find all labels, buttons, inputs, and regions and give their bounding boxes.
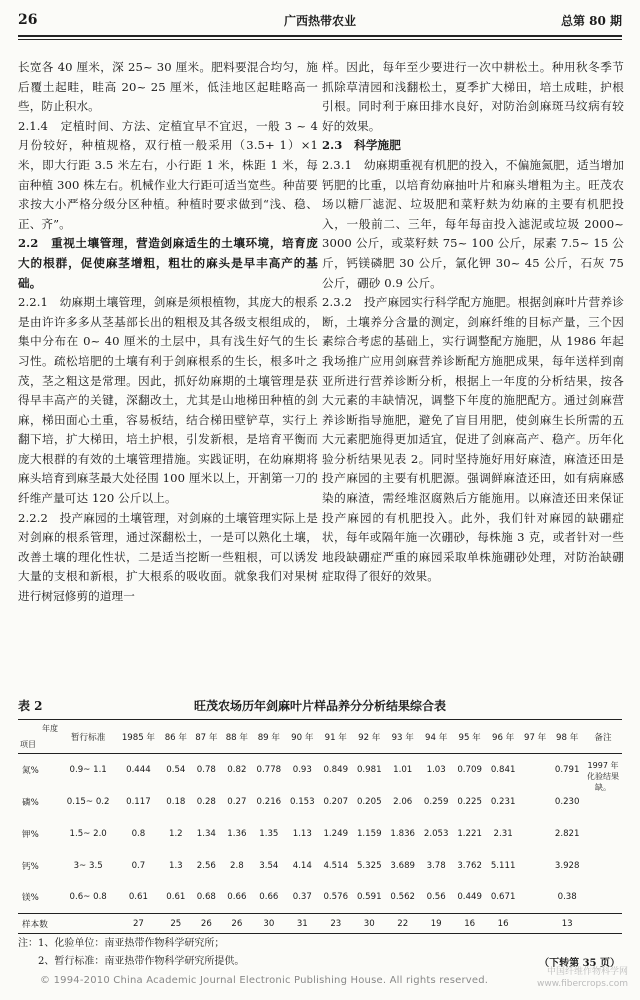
column-header: 92 年	[358, 732, 381, 743]
table-cell: 1.34	[196, 828, 216, 839]
table-corner-cell	[18, 720, 60, 754]
table-cell: 1.159	[356, 828, 382, 839]
table-cell: 0.9~ 1.1	[69, 764, 107, 775]
column-header: 86 年	[164, 732, 187, 743]
table-row	[18, 818, 622, 850]
body-paragraph: 2.3.1 幼麻期重视有机肥的投入，不偏施氮肥，适当增加钙肥的比重，以培育幼麻抽叶片和麻头增粗为主。旺茂农场以糖厂滤泥、垃圾肥和菜籽麸为幼麻的主要有机肥投入，一般前二、三年，每年每亩投入滤泥或垃圾 2000~ 3000 公斤，或菜籽麸 75~ 100 公斤，尿素 7.5~ 15 公斤，钙镁磷肥 30 公斤，氯化钾 30~ 45 公斤，石灰 75 公斤，硼砂 0.9 公斤。	[322, 157, 624, 290]
table-cell: 3.78	[426, 860, 446, 871]
section-heading: 2.2 重视土壤管理，营造剑麻适生的土壤环境，培育庞大的根群，促使麻茎增粗，粗壮的麻头是早丰高产的基础。	[18, 236, 318, 290]
table-cell: 0.66	[227, 892, 247, 903]
copyright-line: © 1994-2010 China Academic Journal Electronic Publishing House. All rights reserved.	[40, 975, 489, 986]
table-title: 旺茂农场历年剑麻叶片样品养分分析结果综合表	[193, 699, 446, 713]
table-cell: 0.849	[323, 764, 349, 775]
table-cell: 0.778	[256, 764, 282, 775]
table-cell: 0.93	[292, 764, 312, 775]
table-row	[18, 882, 622, 914]
table-cell: 1.3	[168, 860, 183, 871]
table-header-row	[18, 720, 622, 754]
sample-count-cell: 22	[397, 918, 409, 929]
table-cell: 3.762	[457, 860, 482, 871]
note-line-1: 注：1、化验单位：南亚热带作物科学研究所；	[18, 938, 225, 949]
issue-number: 总第 80 期	[560, 14, 622, 28]
sample-label: 样本数	[22, 919, 48, 930]
table-cell: 2.053	[423, 828, 449, 839]
column-header: 备注	[594, 732, 612, 743]
table-cell: 0.28	[196, 796, 216, 807]
sample-count-cell: 19	[430, 918, 442, 929]
sample-count-cell: 16	[464, 918, 476, 929]
table-cell: 2.31	[493, 828, 513, 839]
journal-name: 广西热带农业	[283, 14, 356, 28]
column-header: 暂行标准	[70, 732, 106, 743]
nutrient-table	[18, 719, 622, 934]
row-item-label: 氮%	[22, 765, 39, 776]
table-cell: 0.981	[356, 764, 382, 775]
table-cell: 0.8	[131, 828, 146, 839]
body-paragraph: 2.2.2 投产麻园的土壤管理，对剑麻的土壤管理实际上是对剑麻的根系管理，通过深翻松土，一是可以熟化土壤，改善土壤的理化性状，二是适当挖断一些粗根，可以诱发大量的支根和新根，扩大根系的吸收面。就象我们对果树进行树冠修剪的道理一	[18, 510, 318, 604]
watermark-line-2: www.fibercrops.com	[537, 979, 628, 989]
column-header: 91 年	[324, 732, 347, 743]
table-cell: 2.821	[554, 828, 580, 839]
sample-count-cell	[520, 914, 551, 934]
table-cell: 0.27	[227, 796, 247, 807]
column-header: 93 年	[391, 732, 414, 743]
table-cell: 0.66	[259, 892, 279, 903]
running-header	[18, 10, 622, 32]
table-cell: 0.709	[457, 764, 482, 775]
table-row	[18, 786, 622, 818]
sample-count-cell: 30	[363, 918, 375, 929]
table-cell: 0.230	[554, 796, 580, 807]
table-cell: 1.5~ 2.0	[69, 828, 107, 839]
table-cell: 0.37	[292, 892, 312, 903]
sample-count-cell: 13	[561, 918, 573, 929]
body-paragraph: 长宽各 40 厘米，深 25~ 30 厘米。肥料要混合均匀，施后覆土起畦，畦高 20~ 25 厘米，低洼地区起畦略高一些，防止积水。	[18, 60, 318, 114]
table-cell: 0.591	[356, 892, 382, 903]
table-cell	[520, 818, 551, 850]
table-cell: 0.18	[166, 796, 186, 807]
table-cell: 1.836	[390, 828, 416, 839]
table-cell: 0.444	[126, 764, 151, 775]
table-cell: 0.6~ 0.8	[69, 892, 107, 903]
table-cell: 0.54	[166, 764, 186, 775]
column-header: 90 年	[291, 732, 314, 743]
table-cell: 0.562	[390, 892, 416, 903]
table-cell: 0.207	[323, 796, 349, 807]
corner-year-label: 年度	[42, 724, 58, 733]
column-header: 87 年	[195, 732, 218, 743]
continued-marker: （下转第 35 页）	[539, 958, 620, 969]
body-paragraph: 2.1.4 定植时间、方法、定植宜早不宜迟，一般 3 ~ 4 月份较好，种植规格，双行植一般采用（3.5+ 1）×1 米，即大行距 3.5 米左右，小行距 1 米，株距 1 米，每亩种植 300 株左右。机械作业大行距可适当宽些。种苗要求按大小严格分级分区种植。种植时要求做到“浅、稳、正、齐”。	[18, 118, 318, 231]
site-watermark	[537, 966, 628, 990]
table-cell: 4.14	[292, 860, 312, 871]
table-cell: 0.576	[323, 892, 349, 903]
page-number: 26	[18, 12, 38, 28]
table-notes	[18, 935, 622, 971]
body-paragraph: 2.2.1 幼麻期土壤管理，剑麻是须根植物，其庞大的根系是由许许多多从茎基部长出的粗根及其各级支根组成的，集中分布在 0~ 40 厘米的土层中，具有浅生好气的生长习性。疏松培肥的土壤有利于剑麻根系的生长，根多叶之茂，茎之粗这是常理。因此，抓好幼麻期的土壤管理是获得早丰高产的关键，深翻改土，尤其是山地梯田种植的剑麻，梯田面心土重，容易板结，结合梯田壁铲草，实行上翻下培，扩大梯田，培土护根，引发新根，是培育平衡而庞大根群的有效的土壤管理措施。实践证明，在幼麻期将麻头培育到麻茎最大处径围 100 厘米以上，开割第一刀的纤维产量可达 120 公斤以上。	[18, 295, 318, 506]
table-cell: 1.01	[393, 764, 413, 775]
section-heading: 2.3 科学施肥	[322, 138, 401, 153]
row-item-label: 镁%	[22, 893, 39, 904]
table-cell: 5.325	[356, 860, 382, 871]
corner-item-label: 项目	[20, 740, 36, 749]
row-item-label: 钙%	[22, 861, 39, 872]
table-cell: 0.449	[457, 892, 482, 903]
table-row	[18, 850, 622, 882]
row-item-label: 钾%	[22, 829, 39, 840]
body-paragraph: 样。因此，每年至少要进行一次中耕松土。种用秋冬季节抓除草清园和浅翻松土，夏季扩大梯田，培土成畦，护根引根。同时利于麻田排水良好，对防治剑麻斑马纹病有较好的效果。	[322, 60, 624, 133]
table-cell: 0.15~ 0.2	[66, 796, 110, 807]
column-header: 97 年	[523, 732, 547, 743]
table-row	[18, 754, 622, 786]
sample-count-cell: 16	[497, 918, 509, 929]
column-header: 1985 年	[121, 732, 156, 743]
sample-count-cell: 26	[231, 918, 243, 929]
sample-remark-cell	[584, 914, 622, 934]
sample-count-cell	[60, 914, 116, 934]
header-rule	[18, 35, 622, 37]
table-cell: 1.2	[168, 828, 183, 839]
table-cell: 3.689	[390, 860, 416, 871]
table-cell: 0.216	[256, 796, 282, 807]
table-cell: 0.205	[356, 796, 382, 807]
table-cell: 4.514	[323, 860, 349, 871]
sample-count-cell: 23	[330, 918, 342, 929]
table-cell: 1.36	[227, 828, 247, 839]
table-cell: 3~ 3.5	[73, 860, 103, 871]
column-header: 96 年	[491, 732, 515, 743]
row-item-label: 磷%	[22, 797, 39, 808]
table-cell: 0.78	[196, 764, 216, 775]
column-header: 94 年	[425, 732, 448, 743]
sample-count-cell: 26	[200, 918, 212, 929]
table-cell: 0.671	[490, 892, 516, 903]
remark-cell: 1997 年化验结果缺。	[587, 761, 619, 792]
sample-count-cell: 30	[263, 918, 275, 929]
table-caption	[18, 697, 622, 717]
table-cell: 1.221	[457, 828, 482, 839]
table-cell: 1.35	[259, 828, 279, 839]
sample-count-cell: 27	[132, 918, 144, 929]
table-cell: 0.841	[490, 764, 516, 775]
table-cell: 0.259	[423, 796, 449, 807]
table-cell: 2.06	[393, 796, 413, 807]
table-cell	[520, 882, 551, 914]
table-body	[18, 754, 622, 914]
table-number: 表 2	[18, 699, 43, 713]
table-cell: 2.8	[230, 860, 244, 871]
table-cell: 0.56	[426, 892, 446, 903]
table-cell: 0.82	[227, 764, 247, 775]
note-line-2: 2、暂行标准：南亚热带作物科学研究所提供。	[18, 956, 245, 967]
table-cell	[520, 754, 551, 786]
left-text-column	[18, 58, 318, 607]
header-rule-thin	[18, 39, 622, 40]
sample-count-cell: 31	[296, 918, 308, 929]
table-cell: 2.56	[196, 860, 216, 871]
table-cell: 1.03	[426, 764, 446, 775]
table-cell: 0.117	[126, 796, 151, 807]
table-cell: 3.928	[554, 860, 580, 871]
table-cell: 0.7	[131, 860, 146, 871]
table-cell: 1.249	[323, 828, 349, 839]
table-cell: 0.61	[166, 892, 186, 903]
right-text-column	[322, 58, 624, 587]
table-cell: 0.231	[490, 796, 516, 807]
table-cell	[520, 850, 551, 882]
table-cell: 0.68	[196, 892, 216, 903]
table-sample-row	[18, 914, 622, 934]
table-cell: 1.13	[292, 828, 312, 839]
table-cell	[520, 786, 551, 818]
table-cell: 0.38	[557, 892, 577, 903]
table-cell: 5.111	[490, 860, 516, 871]
watermark-line-1: 中国纤维作物科学网	[546, 967, 628, 977]
table-cell: 0.791	[554, 764, 580, 775]
table-cell: 0.153	[290, 796, 315, 807]
sample-count-cell: 25	[170, 918, 182, 929]
column-header: 88 年	[225, 732, 248, 743]
body-paragraph: 2.3.2 投产麻园实行科学配方施肥。根据剑麻叶片营养诊断，土壤养分含量的测定，剑麻纤维的目标产量，三个因素综合考虑的基础上，实行调整配方施肥，从 1986 年起我场推广应用剑麻营养诊断配方施肥成果，每年送样到南亚所进行营养诊断分析，根据上一年度的分析结果，按各大元素的丰缺情况，调整下年度的施肥配方。通过剑麻营养诊断指导施肥，避免了盲目用肥，使剑麻生长所需的五大元素肥施得更加适宜，促进了剑麻高产、稳产。历年化验分析结果见表 2。同时坚持施好用好麻渣，麻渣还田是投产麻园的主要有机肥源。强调鲜麻渣还田，如有病麻感染的麻渣，需经堆沤腐熟后方能施用。以麻渣还田来保证投产麻园的有机肥投入。此外，我们针对麻园的缺硼症状，每年或隔年施一次硼砂，每株施 3 克，或者针对一些地段缺硼症严重的麻园采取单株施硼砂处理，对防治缺硼症取得了很好的效果。	[322, 295, 624, 584]
column-header: 98 年	[556, 732, 579, 743]
column-header: 95 年	[458, 732, 481, 743]
column-header: 89 年	[257, 732, 280, 743]
table-cell: 3.54	[259, 860, 279, 871]
table-cell: 0.225	[457, 796, 482, 807]
table-cell: 0.61	[128, 892, 148, 903]
